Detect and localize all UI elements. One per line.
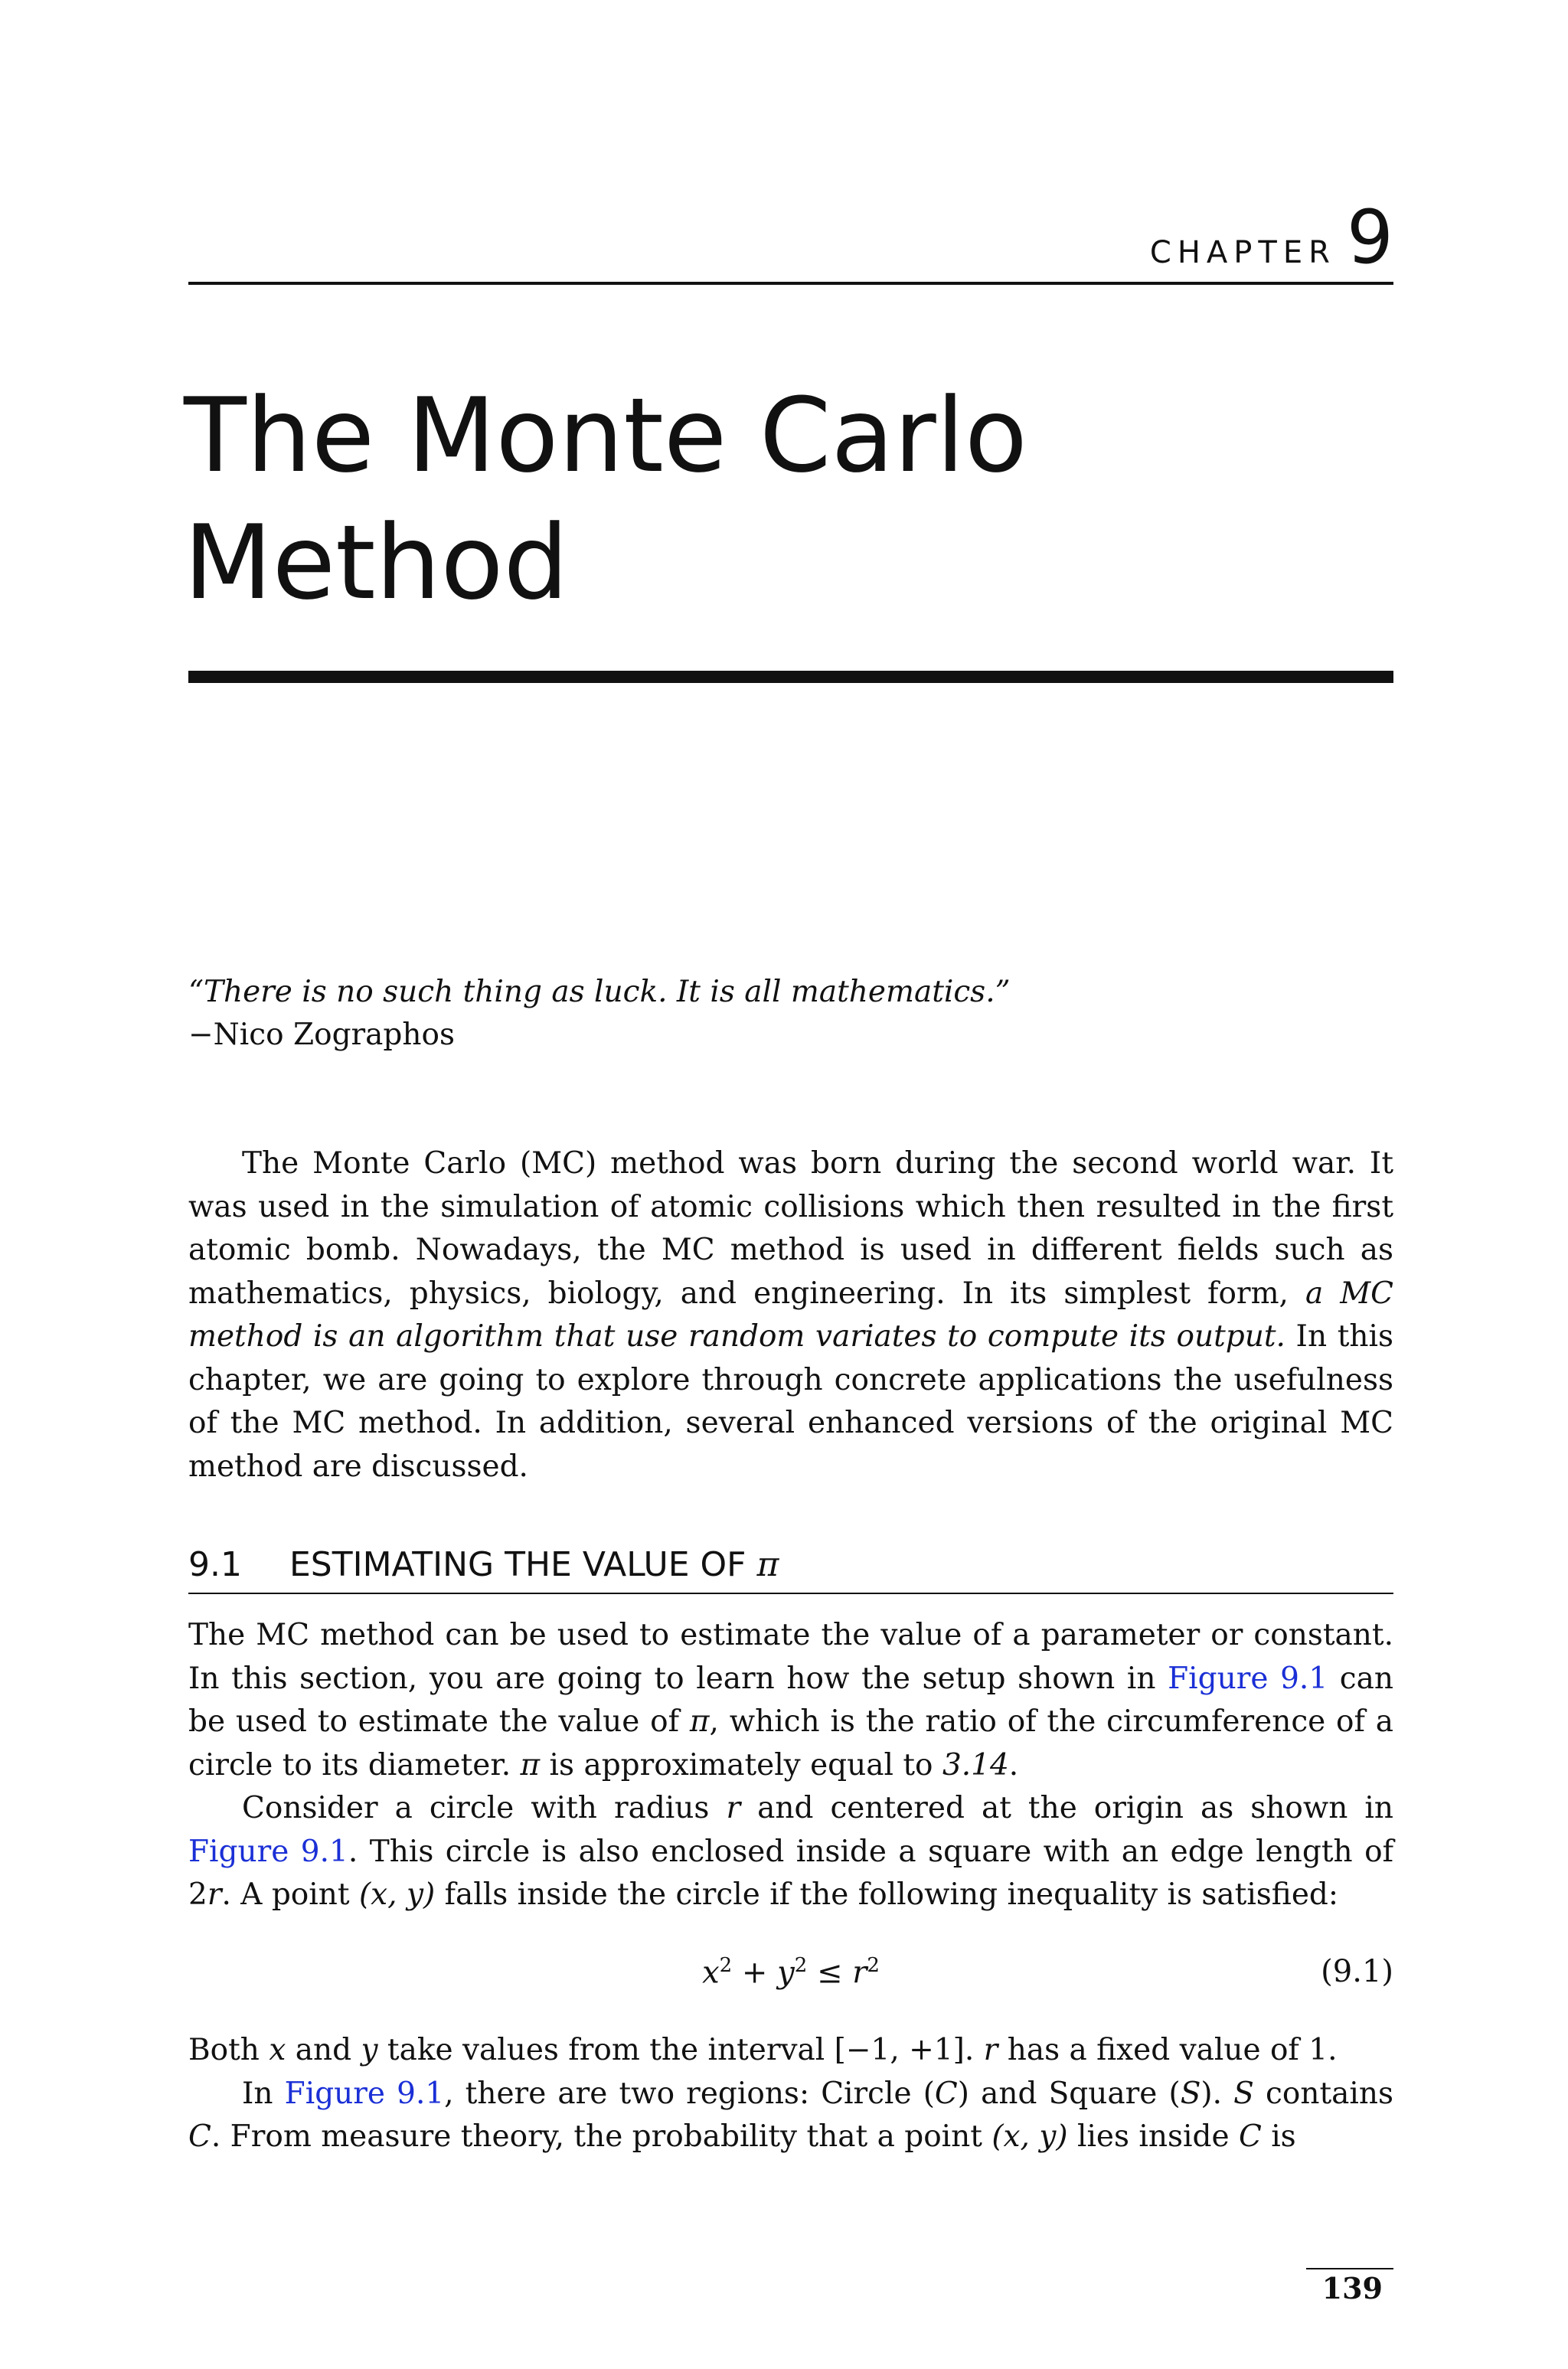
page-number: 139 xyxy=(1321,2271,1383,2305)
chapter-number: 9 xyxy=(1346,194,1393,280)
intro-text-part: In this chapter, we are going to explore through concrete applications the usefulness of the MC method. In addition, several enhanced versions of the original MC method are discussed. xyxy=(188,1319,1393,1484)
eq-var-y: y xyxy=(777,1955,795,1991)
section-heading xyxy=(188,1545,1393,1584)
text: . This circle is also enclosed inside a square with an edge length of 2 xyxy=(188,1834,1393,1912)
text: and centered at the origin as shown in xyxy=(740,1791,1393,1825)
intro-text xyxy=(188,1142,1393,1488)
paragraph-3 xyxy=(188,2029,1393,2073)
eq-exponent: 2 xyxy=(794,1954,808,1977)
page-number-rule xyxy=(1306,2268,1393,2269)
text: Both xyxy=(188,2033,270,2067)
epigraph xyxy=(188,971,1393,1057)
math-symbol: S xyxy=(1180,2076,1201,2111)
chapter-title-line1: The Monte Carlo xyxy=(184,376,1027,495)
text: is xyxy=(1261,2119,1296,2154)
math-point: (x, y) xyxy=(358,1877,436,1912)
math-symbol: π xyxy=(689,1704,710,1739)
text: The MC method can be used to estimate the value of a parameter or constant. In this section, you are going to learn how the setup shown in xyxy=(188,1618,1393,1696)
epigraph-author: −Nico Zographos xyxy=(188,1018,456,1052)
figure-link[interactable]: Figure 9.1 xyxy=(1168,1661,1328,1696)
chapter-title-line2: Method xyxy=(184,503,569,622)
approx-value: 3.14 xyxy=(942,1747,1009,1782)
text: ) and Square ( xyxy=(957,2076,1181,2111)
math-point: (x, y) xyxy=(991,2119,1068,2154)
paragraph-1 xyxy=(188,1614,1393,1787)
math-symbol: C xyxy=(934,2076,958,2111)
text: is approximately equal to xyxy=(540,1747,942,1782)
figure-link[interactable]: Figure 9.1 xyxy=(188,1834,348,1869)
text: take values from the interval [−1, +1]. xyxy=(377,2033,984,2067)
math-symbol: r xyxy=(207,1877,222,1912)
text: . A point xyxy=(221,1877,359,1912)
eq-operator: + xyxy=(732,1955,778,1991)
chapter-title-rule xyxy=(188,671,1393,683)
text: contains xyxy=(1253,2076,1393,2111)
section-title xyxy=(289,1545,779,1584)
text: and xyxy=(286,2033,361,2067)
figure-link[interactable]: Figure 9.1 xyxy=(284,2076,445,2111)
text: falls inside the circle if the following inequality is satisfied: xyxy=(435,1877,1339,1912)
text: can be used to estimate the value of xyxy=(188,1661,1394,1739)
eq-exponent: 2 xyxy=(719,1954,733,1977)
chapter-title xyxy=(184,372,1363,626)
section-title-symbol: π xyxy=(756,1545,779,1584)
text: , which is the ratio of the circumference of a circle to its diameter. xyxy=(188,1704,1393,1782)
intro-emphasis: a MC method is an algorithm that use random variates to compute its output. xyxy=(188,1276,1394,1354)
chapter-word: CHAPTER xyxy=(1149,235,1336,270)
chapter-header-rule xyxy=(188,282,1393,285)
text: . xyxy=(1008,1747,1019,1782)
text: ). xyxy=(1200,2076,1234,2111)
text: has a fixed value of 1. xyxy=(998,2033,1338,2067)
math-symbol: S xyxy=(1233,2076,1254,2111)
paragraph-2 xyxy=(188,1787,1393,1917)
eq-var-r: r xyxy=(852,1955,867,1991)
intro-paragraph xyxy=(188,1142,1393,1488)
text: In xyxy=(242,2076,285,2111)
equation-9-1 xyxy=(188,1954,1393,2000)
intro-text-part: The Monte Carlo (MC) method was born during the second world war. It was used in the simulation of atomic collisions which then resulted in the first atomic bomb. Nowadays, the MC method is used in different fields such as mathematics, physics, biology, and engineering. In its simplest form, xyxy=(188,1146,1393,1311)
text: Consider a circle with radius xyxy=(242,1791,727,1825)
section-paragraphs-upper xyxy=(188,1614,1393,1917)
section-rule xyxy=(188,1593,1393,1594)
section-title-text: ESTIMATING THE VALUE OF xyxy=(289,1545,757,1584)
math-symbol: C xyxy=(188,2119,211,2154)
text: . From measure theory, the probability that a point xyxy=(211,2119,992,2154)
math-symbol: C xyxy=(1238,2119,1262,2154)
section-number: 9.1 xyxy=(188,1545,242,1584)
eq-var-x: x xyxy=(702,1955,720,1991)
chapter-label xyxy=(1149,194,1393,280)
eq-exponent: 2 xyxy=(867,1954,880,1977)
text: , there are two regions: Circle ( xyxy=(444,2076,935,2111)
math-symbol: x xyxy=(269,2033,286,2067)
eq-operator: ≤ xyxy=(807,1955,853,1991)
math-symbol: r xyxy=(983,2033,998,2067)
equation-expression xyxy=(188,1954,1393,1990)
section-paragraphs-lower xyxy=(188,2029,1393,2159)
text: lies inside xyxy=(1067,2119,1239,2154)
paragraph-4 xyxy=(188,2073,1393,2159)
math-symbol: r xyxy=(726,1791,741,1825)
math-symbol: y xyxy=(361,2033,378,2067)
epigraph-quote: “There is no such thing as luck. It is all mathematics.” xyxy=(188,975,1011,1009)
equation-number: (9.1) xyxy=(1321,1954,1393,1989)
math-symbol: π xyxy=(520,1747,541,1782)
